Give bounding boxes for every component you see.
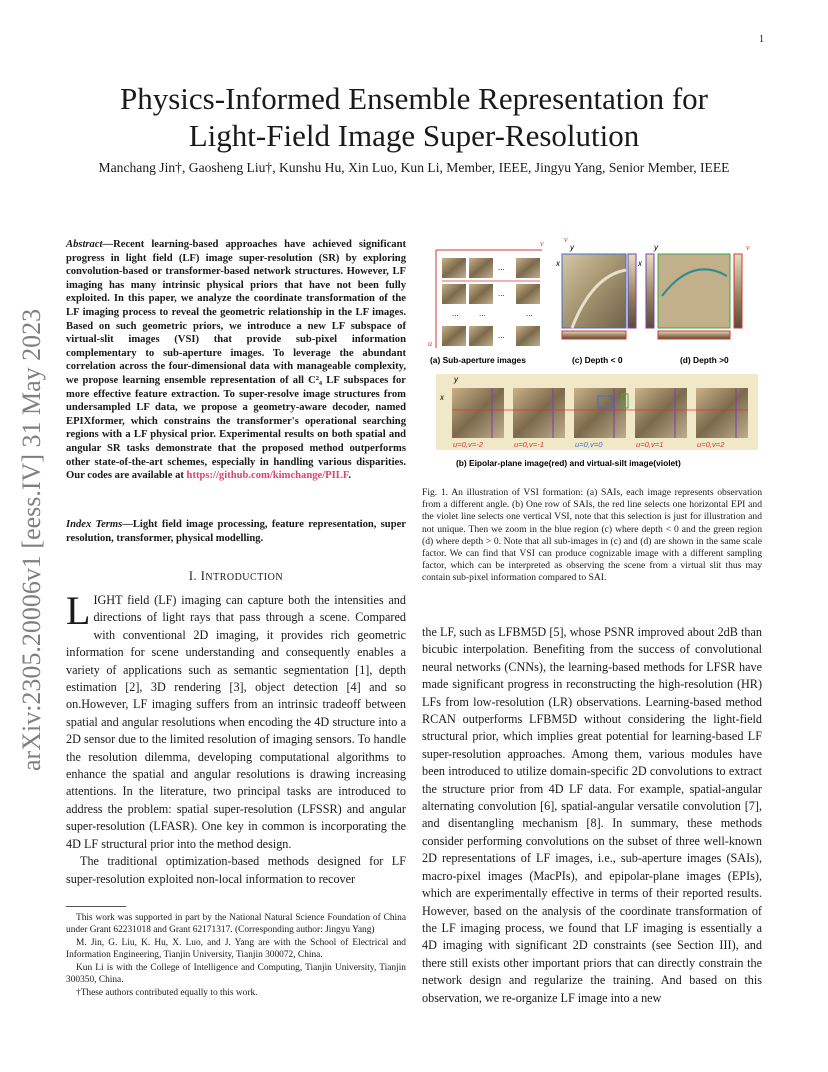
- y-axis-label: y: [654, 243, 658, 252]
- label-sub-aperture: (a) Sub-aperture images: [430, 355, 526, 365]
- sai-dots: ...: [452, 309, 459, 318]
- footnote-affiliation-2: Kun Li is with the College of Intelligence and Computing, Tianjin University, Tianjin 300350, China.: [66, 963, 406, 985]
- arxiv-id-text: arXiv:2305.20006v1 [eess.IV] 31 May 2023: [17, 308, 46, 771]
- label-depth-negative: (c) Depth < 0: [572, 355, 623, 365]
- sai-grid: [428, 239, 544, 348]
- sai-thumb: [442, 284, 466, 304]
- figure-1-illustration: [422, 236, 762, 480]
- label-depth-positive: (d) Depth >0: [680, 355, 729, 365]
- label-epi-vsi: (b) Eipolar-plane image(red) and virtual-silt image(violet): [456, 458, 681, 468]
- footnote-equal-contribution: †These authors contributed equally to this work.: [76, 988, 258, 998]
- abstract-label: Abstract: [66, 239, 103, 250]
- section-heading-introduction: I. INTRODUCTION: [188, 569, 284, 583]
- right-paragraph-1: the LF, such as LFBM5D [5], whose PSNR improved about 2dB than bicubic interpolation. Benefiting from the success of convolutional neural networks (CNNs), the learning-based methods for LFSR have made significant progress in reconstructing the high-resolution (HR) LFs from low-resolution (LR) observations. Learning-based method RCAN outperforms LFBM5D without considering the light-field structural prior, which implies great potential for learning-based LF super-resolution approaches. Among them, various modules have been introduced to utilize domain-specific 2D convolutions to extract the structure prior from 4D LF data. For example, spatial-angular alternating convolution [6], spatial-angular versatile convolution [7], and disentangling mechanism [8]. In summary, these methods consider performing convolutions on the subset of three well-known 2D representations of LF images, i.e., sub-aperture images (SAIs), macro-pixel images (MacPIs), and epipolar-plane images (EPIs), which are experimentally effective in terms of their reported results. However, based on the analysis of the coordinate transformation of the LF imaging process, we found that LF imaging is essentially a 4D imaging with significant 2D constraints (see Section III), and there still exists other important priors that can directly constrain the network design and regularize the training. And based on this observation, we re-organize LF image into a new: [422, 625, 762, 1005]
- v-axis-label: v: [540, 239, 544, 248]
- footnote-affiliation-1: M. Jin, G. Liu, K. Hu, X. Luo, and J. Yang are with the School of Electrical and Information Engineering, Tianjin University, Tianjin 300072, China.: [66, 938, 406, 960]
- y-axis-label: y: [570, 243, 574, 252]
- epi-strip: [734, 254, 742, 328]
- v-axis-label: v: [564, 236, 568, 244]
- vsi-strip: [646, 254, 654, 328]
- introduction-body: [66, 588, 406, 888]
- footnote-rule: [66, 906, 126, 907]
- u-axis-label: u: [428, 339, 432, 348]
- v-axis-label: v: [746, 243, 750, 252]
- sai-row-image: [452, 388, 504, 438]
- y-axis-label: y: [454, 375, 458, 384]
- abstract: Abstract—Recent learning-based approaches have achieved significant progress in light field (LF) image super-resolution (SR) by exploring convolution-based or transformer-based network structures. However, LF imaging has many intrinsic physical priors that have not been fully exploited. In this paper, we analyze the coordinate transformation of the LF imaging process to reveal the geometric relationship in the LF images. Based on such geometric priors, we introduce a new LF subspace of virtual-slit images (VSI) that provide sub-pixel information complementary to sub-aperture images. To leverage the abundant correlation across the four-dimensional data with manageable complexity, we propose learning ensemble representation of all C²₄ LF subspaces for more effective feature extraction. To super-resolve image structures from undersampled LF data, we propose a geometry-aware decoder, named EPIXformer, which constrains the transformer's operational searching regions with a LF physical prior. Experimental results on both spatial and angular SR tasks demonstrate that the proposed method outperforms other state-of-the-art schemes, especially in handling various disparities. Our codes are available at https://github.com/kimchange/PILF.: [66, 239, 406, 482]
- vsi-strip: [628, 254, 636, 328]
- sai-thumb: [469, 284, 493, 304]
- sai-thumb: [516, 258, 540, 278]
- sai-thumb: [516, 326, 540, 346]
- index-terms: [66, 518, 406, 545]
- slit-label: u=0,v=-2: [453, 440, 483, 449]
- sai-thumb: [442, 326, 466, 346]
- sai-thumb: [469, 326, 493, 346]
- footnotes: [66, 906, 406, 1000]
- sai-row-image: [513, 388, 565, 438]
- zoom-depth-positive: [637, 243, 750, 339]
- sai-row-image: [696, 388, 748, 438]
- epi-strip: [562, 331, 626, 339]
- figure-1-caption: Fig. 1. An illustration of VSI formation: (a) SAIs, each image represents observation from a different angle. (b) One row of SAIs, the red line selects one horizontal EPI and the violet line selects one vertical VSI, note that this selection is just for illustration and not unique. Then we zoom in the blue region (c) where depth < 0 and the green region (d) where depth > 0. Note that all sub-images in (c) and (d) are shown in the same scale factor. We can find that VSI can produce cognizable image with a different sampling factor, which can be interpreted as observing the scene from a virtual slit thus may contain sub-pixel information compared to SAI.: [422, 487, 762, 584]
- intro-paragraph-2: The traditional optimization-based methods designed for LF super-resolution exploited non-local information to recover: [66, 854, 406, 886]
- sai-dots: ...: [498, 289, 505, 298]
- x-axis-label: x: [556, 259, 560, 268]
- epi-strip-horizontal: [658, 331, 730, 339]
- abstract-text: —Recent learning-based approaches have achieved significant progress in light field (LF) image super-resolution (SR) by exploring convolution-based or transformer-based network structures. However, LF imaging has many intrinsic physical priors that have not been fully exploited. In this paper, we analyze the coordinate transformation of the LF imaging process to reveal the geometric relationship in the LF images. Based on such geometric priors, we introduce a new LF subspace of virtual-slit images (VSI) that provide sub-pixel information complementary to sub-aperture images. To leverage the abundant correlation across the four-dimensional data with manageable complexity, we propose learning ensemble representation of all C²₄ LF subspaces for more effective feature extraction. To super-resolve image structures from undersampled LF data, we propose a geometry-aware decoder, named EPIXformer, which constrains the transformer's operational searching regions with a LF physical prior. Experimental results on both spatial and angular SR tasks demonstrate that the proposed method outperforms other state-of-the-art schemes, especially in handling various disparities. Our codes are available at: [66, 239, 406, 482]
- title-line-2: Light-Field Image Super-Resolution: [188, 118, 640, 153]
- right-column-body: [422, 624, 762, 1007]
- sai-row-image: [635, 388, 687, 438]
- sai-thumb: [516, 284, 540, 304]
- title-line-1: Physics-Informed Ensemble Representation for: [120, 81, 708, 116]
- sai-dots: ...: [498, 263, 505, 272]
- zoom-depth-negative: [555, 236, 636, 339]
- footnote-funding: This work was supported in part by the National Natural Science Foundation of China under Grant 62231018 and Grant 62171317. (Corresponding author: Jingyu Yang): [66, 913, 406, 935]
- sai-dots: ...: [526, 309, 533, 318]
- code-link[interactable]: https://github.com/kimchange/PILF: [186, 470, 349, 482]
- drop-cap: L: [66, 588, 91, 633]
- sai-thumb: [469, 258, 493, 278]
- slit-label: u=0,v=1: [636, 440, 664, 449]
- arxiv-identifier: [8, 275, 48, 775]
- slit-label: u=0,v=0: [575, 440, 603, 449]
- zoom-image-green: [658, 254, 730, 328]
- sai-row: [436, 374, 758, 450]
- slit-label: u=0,v=2: [697, 440, 725, 449]
- sai-dots: ...: [479, 309, 486, 318]
- sai-dots: ...: [498, 331, 505, 340]
- index-terms-label: Index Terms: [66, 519, 123, 530]
- author-list: Manchang Jin†, Gaosheng Liu†, Kunshu Hu, Xin Luo, Kun Li, Member, IEEE, Jingyu Yang, Senior Member, IEEE: [98, 160, 730, 175]
- paper-title: [66, 80, 762, 154]
- x-axis-label: x: [638, 259, 642, 268]
- page-number: 1: [759, 34, 764, 45]
- x-axis-label: x: [440, 393, 444, 402]
- figure-1: [422, 236, 762, 480]
- intro-paragraph-1: IGHT field (LF) imaging can capture both the intensities and directions of light rays that pass through a scene. Compared with conventional 2D imaging, it provides rich geometric information for scene understanding and consequently enables a variety of applications such as semantic segmentation [1], depth estimation [2], 3D rendering [3], object detection [4] and so on.However, LF imaging suffers from an intrinsic tradeoff between spatial and angular resolutions when encoding the 4D structure into a 2D sensor due to the limited resolution of imaging sensors. To handle the resolution dilemma, developing computational algorithms to enhance the spatial and angular resolutions is drawing increasing attentions. In the literature, two principal tasks are introduced to address the problem: spatial super-resolution (LFSSR) and angular super-resolution (LFASR). One key in common is incorporating the 4D LF structural prior into the method design.: [66, 593, 406, 851]
- slit-label: u=0,v=-1: [514, 440, 544, 449]
- index-terms-text: —Light field image processing, feature representation, super resolution, transformer, physical modelling.: [66, 519, 406, 544]
- sai-thumb: [442, 258, 466, 278]
